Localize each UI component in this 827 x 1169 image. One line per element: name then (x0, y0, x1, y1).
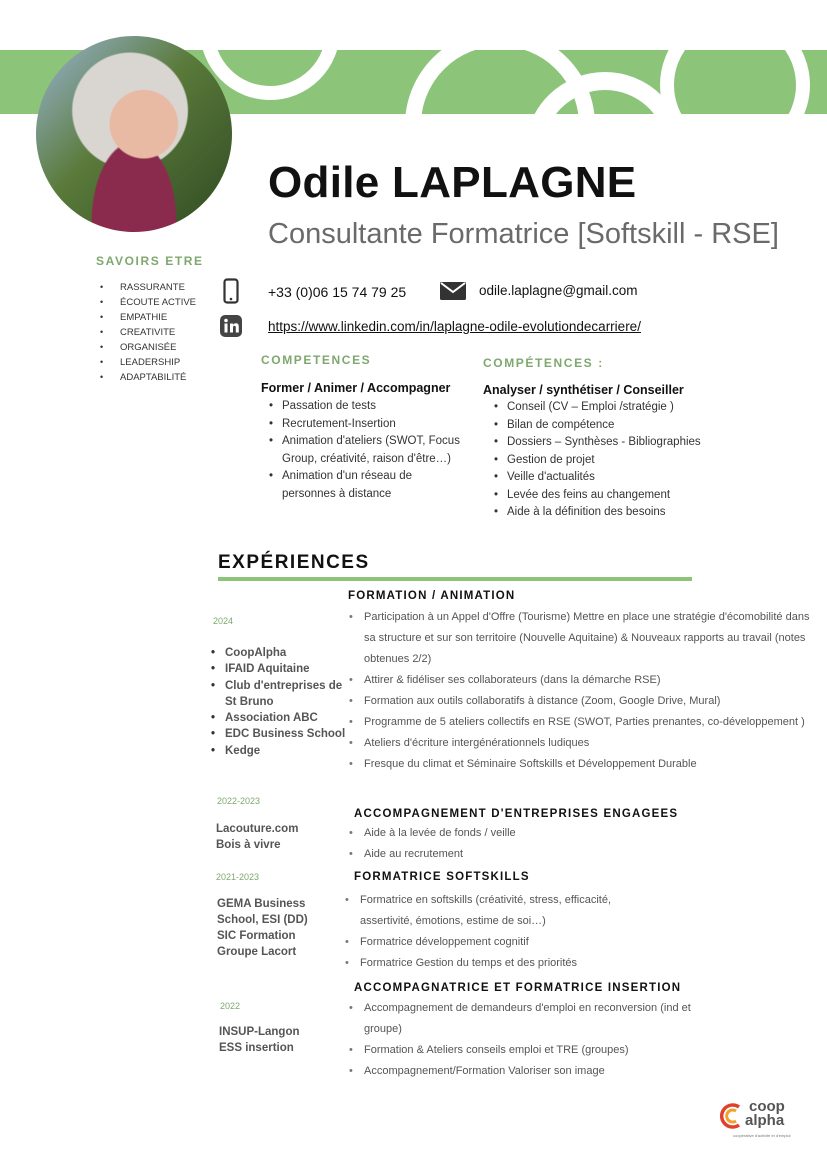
experience-item: • Ateliers d'écriture intergénérationnels ludiques (347, 733, 817, 754)
experience-orgs (219, 1024, 300, 1056)
savoir-etre-item: • LEADERSHIP (100, 355, 196, 370)
logo-line2: alpha (745, 1112, 785, 1129)
mail-icon (440, 282, 466, 300)
experience-orgs (217, 896, 337, 960)
experience-section-title: ACCOMPAGNATRICE ET FORMATRICE INSERTION (354, 982, 682, 994)
experience-year: 2022 (220, 1001, 241, 1011)
savoir-etre-item: • RASSURANTE (100, 280, 196, 295)
experience-section-title: ACCOMPAGNEMENT D'ENTREPRISES ENGAGEES (354, 808, 679, 820)
experience-item: • Participation à un Appel d'Offre (Tourisme) Mettre en place une stratégie d'écomobilité dans sa structure et sur son territoire (Nouvelle Aquitaine) & Nouveaux rapports au travail (notes obtenues 2/2) (347, 607, 817, 670)
savoir-etre-item: • ÉCOUTE ACTIVE (100, 295, 196, 310)
savoirs-etre-list (100, 280, 196, 385)
competence-item: • Animation d'ateliers (SWOT, Focus Group, créativité, raison d'être…) (261, 433, 461, 468)
savoir-etre-item: • ADAPTABILITÉ (100, 370, 196, 385)
candidate-name: Odile LAPLAGNE (268, 158, 637, 207)
email-address[interactable]: odile.laplagne@gmail.com (479, 283, 638, 298)
experience-orgs (216, 821, 298, 853)
competence-item: • Dossiers – Synthèses - Bibliographies (486, 434, 786, 452)
experience-item: • Formation aux outils collaboratifs à distance (Zoom, Google Drive, Mural) (347, 691, 817, 712)
experience-items (347, 998, 717, 1082)
experience-items (343, 890, 643, 974)
organization-item: • IFAID Aquitaine (211, 661, 351, 677)
experience-item: • Formation & Ateliers conseils emploi et TRE (groupes) (347, 1040, 717, 1061)
logo-tagline: coopérative d'activité et d'emploi (733, 1133, 791, 1138)
organization-item: • Kedge (211, 743, 351, 759)
organization-item: GEMA Business School, ESI (DD) (217, 898, 308, 926)
experience-section-title: FORMATION / ANIMATION (348, 590, 516, 602)
organization-item: ESS insertion (219, 1042, 294, 1054)
profile-photo (36, 36, 232, 232)
organization-item: Lacouture.com (216, 823, 299, 835)
experience-item: • Attirer & fidéliser ses collaborateurs (dans la démarche RSE) (347, 670, 817, 691)
experience-item: • Aide au recrutement (347, 844, 727, 865)
competence-item: • Levée des feins au changement (486, 487, 786, 505)
competence-item: • Bilan de compétence (486, 417, 786, 435)
experience-year: 2024 (213, 616, 234, 626)
competences-right-list (486, 399, 786, 522)
coopalpha-logo (717, 1097, 817, 1143)
experience-item: • Formatrice en softskills (créativité, stress, efficacité, assertivité, émotions, estime de soi…) (343, 890, 643, 932)
organization-item: Bois à vivre (216, 839, 281, 851)
savoir-etre-item: • CREATIVITE (100, 325, 196, 340)
experience-item: • Accompagnement/Formation Valoriser son image (347, 1061, 717, 1082)
savoirs-etre-heading: SAVOIRS ETRE (96, 254, 204, 268)
phone-number[interactable]: +33 (0)06 15 74 79 25 (268, 284, 407, 300)
experience-items (347, 823, 727, 865)
savoir-etre-item: • EMPATHIE (100, 310, 196, 325)
experiences-divider (218, 577, 692, 581)
experience-item: • Programme de 5 ateliers collectifs en RSE (SWOT, Parties prenantes, co-développement ) (347, 712, 817, 733)
experience-item: • Formatrice développement cognitif (343, 932, 643, 953)
competences-left-list (261, 398, 461, 503)
competence-item: • Passation de tests (261, 398, 461, 416)
organization-item: • CoopAlpha (211, 645, 351, 661)
organization-item: INSUP-Langon (219, 1026, 300, 1038)
experience-item: • Aide à la levée de fonds / veille (347, 823, 727, 844)
experience-orgs (211, 645, 351, 759)
competence-item: • Aide à la définition des besoins (486, 504, 786, 522)
experience-year: 2021-2023 (216, 872, 260, 882)
competence-item: • Gestion de projet (486, 452, 786, 470)
linkedin-icon (220, 315, 242, 337)
savoir-etre-item: • ORGANISÉE (100, 340, 196, 355)
competences-right-heading: COMPÉTENCES : (483, 356, 604, 370)
experience-item: • Formatrice Gestion du temps et des priorités (343, 953, 643, 974)
experience-items (347, 607, 817, 775)
competences-left-subheading: Former / Animer / Accompagner (261, 381, 451, 395)
candidate-title: Consultante Formatrice [Softskill - RSE] (268, 218, 779, 250)
organization-item: • Club d'entreprises de St Bruno (211, 678, 351, 711)
competences-right-subheading: Analyser / synthétiser / Conseiller (483, 383, 684, 397)
decorative-ring (660, 50, 810, 114)
competence-item: • Recrutement-Insertion (261, 416, 461, 434)
logo-line1: coop (749, 1098, 785, 1115)
experience-year: 2022-2023 (217, 796, 261, 806)
experience-item: • Accompagnement de demandeurs d'emploi en reconversion (ind et groupe) (347, 998, 717, 1040)
logo-swirl-icon (717, 1101, 743, 1131)
competences-left-heading: COMPETENCES (261, 353, 372, 367)
competence-item: • Animation d'un réseau de personnes à distance (261, 468, 461, 503)
experiences-heading: EXPÉRIENCES (218, 552, 370, 573)
experience-item: • Fresque du climat et Séminaire Softskills et Développement Durable (347, 754, 817, 775)
organization-item: • Association ABC (211, 710, 351, 726)
phone-icon (223, 278, 239, 304)
linkedin-link[interactable]: https://www.linkedin.com/in/laplagne-odile-evolutiondecarriere/ (268, 319, 641, 334)
competence-item: • Conseil (CV – Emploi /stratégie ) (486, 399, 786, 417)
competence-item: • Veille d'actualités (486, 469, 786, 487)
experience-section-title: FORMATRICE SOFTSKILLS (354, 871, 530, 883)
organization-item: • EDC Business School (211, 726, 351, 742)
organization-item: SIC Formation Groupe Lacort (217, 930, 297, 958)
